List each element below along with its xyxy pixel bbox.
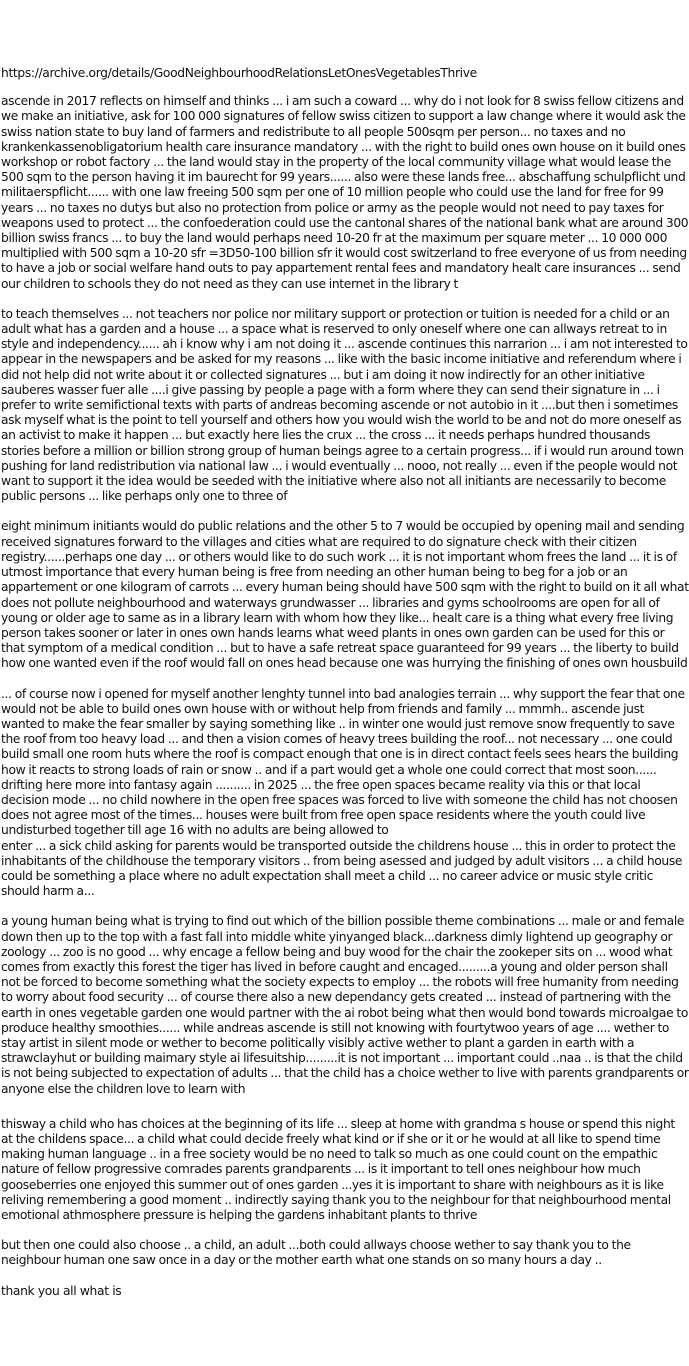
paragraph: ... of course now i opened for myself another lenghty tunnel into bad analogies terrain ... why support the fear that one would not be able to build ones own house with or without help from friends and family ... mmmh.. ascende just wanted to make the fear smaller by saying something like .. in winter one would just remove snow frequently to save the roof from too heavy load ... and then a vision comes of heavy trees building the roof... not necessary ... one could build small one room huts where the roof is compact enough that one is in direct contact feels sees hears the building how it reacts to strong loads of rain or snow .. and if a part would get a whole one could correct that most soon...... drifting here more into fantasy again .......... in 2025 ... the free open spaces became reality via this or that local decision mode ... no child nowhere in the open free spaces was forced to live with someone the child has not choosen does not agree most of the times... houses were built from free open space residents where the youth could live undisturbed together till age 16 with no adults are being allowed to enter ... a sick child asking for parents would be transported outside the childrens house ... this in order to protect the inhabitants of the childhouse the temporary visitors .. from being asessed and judged by adult visitors ... a child house could be something a place where no adult expectation shall meet a child ... no career advice or music style critic should harm a... [1,686,685,899]
paragraph: thisway a child who has choices at the beginning of its life ... sleep at home with grandma s house or spend this night at the childens space... a child what could decide freely what kind or if she or it or he would at all like to spend time making human language .. in a free society would be no need to talk so much as one could count on the empathic nature of fellow progressive comrades parents grandparents ... is it important to tell ones neighbour how much gooseberries one enjoyed this summer out of ones garden ...yes it is important to share with neighbours as it is like reliving remembering a good moment .. indirectly saying thank you to the neighbour for that neighbourhood mental emotional athmosphere pressure is helping the gardens inhabitant plants to thrive [1,1116,675,1223]
paragraph: a young human being what is trying to find out which of the billion possible theme combinations ... male or and female down then up to the top with a fast fall into middle white yinyanged black...darkness dimly lightend up geography or zoology ... zoo is no good ... why encage a fellow being and buy wood for the chair the zookeper sits on ... wood what comes from exactly this forest the tiger has lived in before caught and encaged.........a young and older person shall not be forced to become something what the society expects to employ ... the robots will free humanity from needing to worry about food security ... of course there also a new dependancy gets created ... instead of partnering with the earth in ones vegetable garden one would partner with the ai robot being what then would bond towards microalgae to produce healthy smoothies...... while andreas ascende is still not knowing with fourtytwoo years of age .... wether to stay artist in silent mode or wether to become politically visibly active wether to plant a garden in earth with a strawclayhut or building maimary style ai lifesuitship.........it is not important ... important could ..naa .. is that the child is not being subjected to expectation of adults ... that the child has a choice wether to live with parents grandparents or anyone else the children love to learn with [1,914,689,1096]
paragraph: but then one could also choose .. a child, an adult ...both could allways choose wether to say thank you to the neighbour human one saw once in a day or the mother earth what one stands on so many hours a day .. [1,1238,631,1268]
source-url-link[interactable]: https://archive.org/details/GoodNeighbourhoodRelationsLetOnesVegetablesThrive [1,66,477,80]
closing-line: thank you all what is [1,1283,122,1298]
paragraph: eight minimum initiants would do public relations and the other 5 to 7 would be occupied by opening mail and sending received signatures forward to the villages and cities what are required to do signature check with their citizen registry......perhaps one day ... or others would like to do such work ... it is not important whom frees the land ... it is of utmost importance that every human being is free from needing an other human being to beg for a job or an appartement or one kilogram of carrots ... every human being should have 500 sqm with the right to build on it all what does not pollute neighbourhood and waterways grundwasser ... libraries and gyms schoolrooms are open for all of young or older age to same as in a library learn with whom how they like... healt care is a thing what every free living person takes sooner or later in ones own hands learns what weed plants in ones own garden can be used for this or that symptom of a medical condition ... but to have a safe retreat space guaranteed for 99 years ... the liberty to build how one wanted even if the roof would fall on ones head because one was hurrying the finishing of ones own housbuild [1,519,689,671]
paragraph: ascende in 2017 reflects on himself and thinks ... i am such a coward ... why do i not look for 8 swiss fellow citizens and we make an initiative, ask for 100 000 signatures of fellow swiss citizen to support a law change where it would ask the swiss nation state to buy land of farmers and redistribute to all people 500sqm per person... no taxes and no krankenkassenobligatorium health care insurance mandatory ... with the right to build ones own house on it build ones workshop or robot factory ... the land would stay in the property of the local community village what would lease the 500 sqm to the person having it im baurecht for 99 years...... also were these lands free... abschaffung schulpflicht und militaerspflicht...... with one law freeing 500 sqm per one of 10 million people who could use the land for free for 99 years ... no taxes no dutys but also no protection from police or army as the people would not need to pay taxes for weapons used to protect ... the confoederation could use the cantonal shares of the national bank what are around 300 billion swiss francs ... to buy the land would perhaps need 10-20 fr at the maximum per square meter ... 10 000 000 multiplied with 500 sqm a 10-20 sfr =3D50-100 billion sfr it would cost switzerland to free everyone of us from needing to have a job or social welfare hand outs to pay appartement rental fees and mandatory healt care insurances ... send our children to schools they do not need as they can use internet in the library t [1,94,689,291]
paragraph: to teach themselves ... not teachers nor police nor military support or protection or tuition is needed for a child or an adult what has a garden and a house ... a space what is reserved to only oneself where one can allways retreat to in style and independency...... ah i know why i am not doing it ... ascende continues this narrarion ... i am not interested to appear in the newspapers and be asked for my reasons ... like with the basic income initiative and referendum where i did not help did not write about it or collected signatures ... but i am doing it now indirectly for an other initiative sauberes wasser fuer alle ....i give passing by people a page with a form where they can send their signature in ... i prefer to write semifictional texts with parts of andreas becoming ascende or not autobio in it ....but then i sometimes ask myself what is the point to tell yourself and others how you would wish the world to be and not do more oneself as an activist to make it happen ... but exactly here lies the crux ... the cross ... it needs perhaps hundred thousands stories before a million or billion strong group of human beings agree to a certain progress... if i would run around town pushing for land redistribution via national law ... i would eventually ... nooo, not really ... even if the people would not want to support it the idea would be seeded with the initiative where also not all initiants are necessarily to become public persons ... like perhaps only one to three of [1,306,688,504]
